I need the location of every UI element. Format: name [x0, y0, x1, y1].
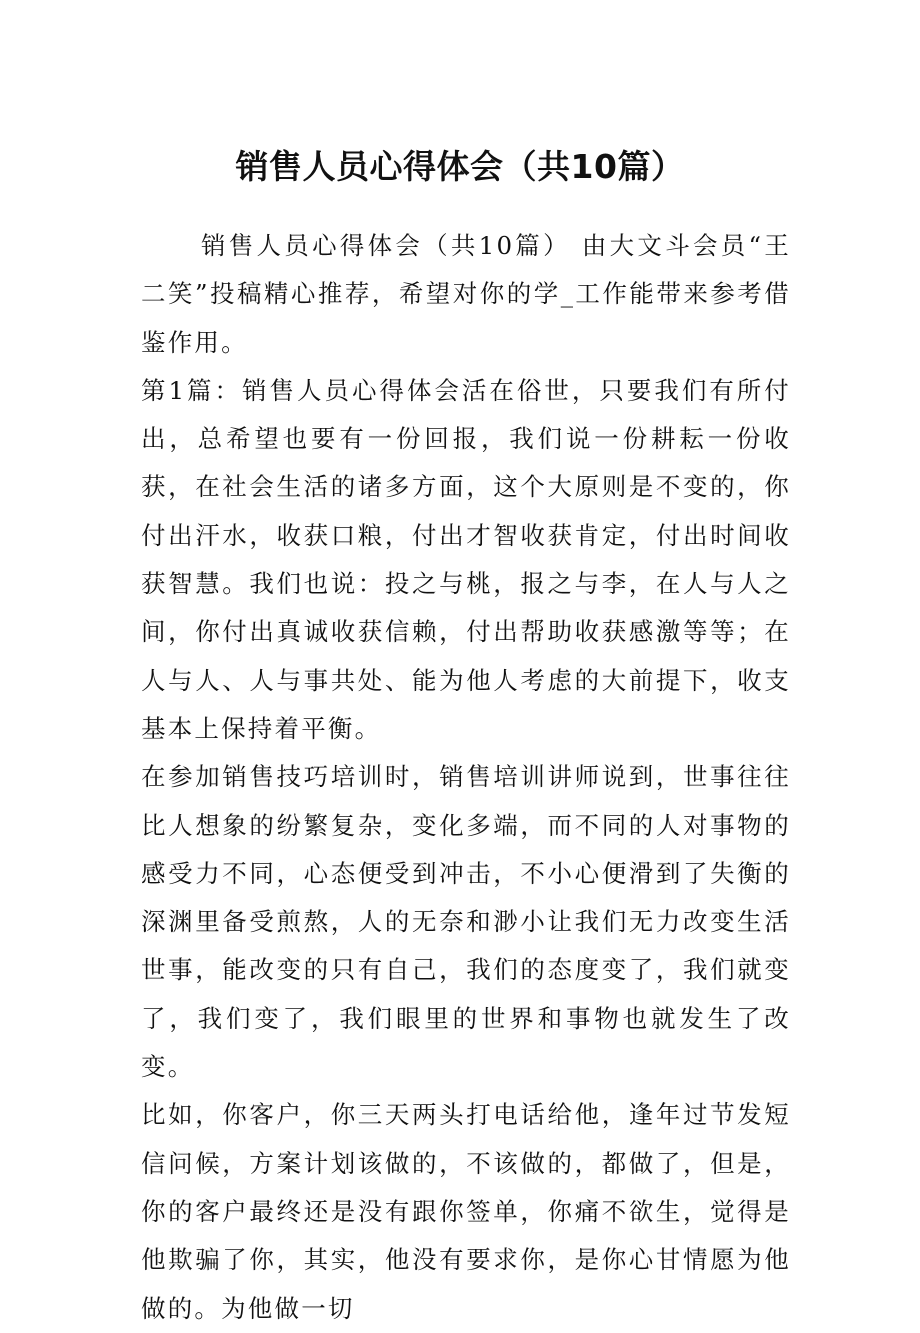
body-paragraph-3: 比如，你客户，你三天两头打电话给他，逢年过节发短信问候，方案计划该做的，不该做的，都做了，但是，你的客户最终还是没有跟你签单，你痛不欲生，觉得是他欺骗了你，其实，他没有要求你，是你心甘情愿为他做的。为他做一切: [141, 1100, 791, 1323]
body-paragraph-2: 在参加销售技巧培训时，销售培训讲师说到，世事往往比人想象的纷繁复杂，变化多端，而不同的人对事物的感受力不同，心态便受到冲击，不小心便滑到了失衡的深渊里备受煎熬，人的无奈和渺小让我们无力改变生活世事，能改变的只有自己，我们的态度变了，我们就变了，我们变了，我们眼里的世界和事物也就发生了改变。: [141, 762, 791, 1082]
document-body: [141, 222, 791, 1333]
intro-paragraph: 销售人员心得体会（共10篇） 由大文斗会员“王二笑”投稿精心推荐，希望对你的学_工作能带来参考借鉴作用。: [141, 231, 791, 357]
document-title: 销售人员心得体会（共10篇）: [235, 147, 685, 186]
body-paragraph-1: 第1篇：销售人员心得体会活在俗世，只要我们有所付出，总希望也要有一份回报，我们说一份耕耘一份收获，在社会生活的诸多方面，这个大原则是不变的，你付出汗水，收获口粮，付出才智收获肯定，付出时间收获智慧。我们也说：投之与桃，报之与李，在人与人之间，你付出真诚收获信赖，付出帮助收获感激等等；在人与人、人与事共处、能为他人考虑的大前提下，收支基本上保持着平衡。: [141, 375, 791, 743]
